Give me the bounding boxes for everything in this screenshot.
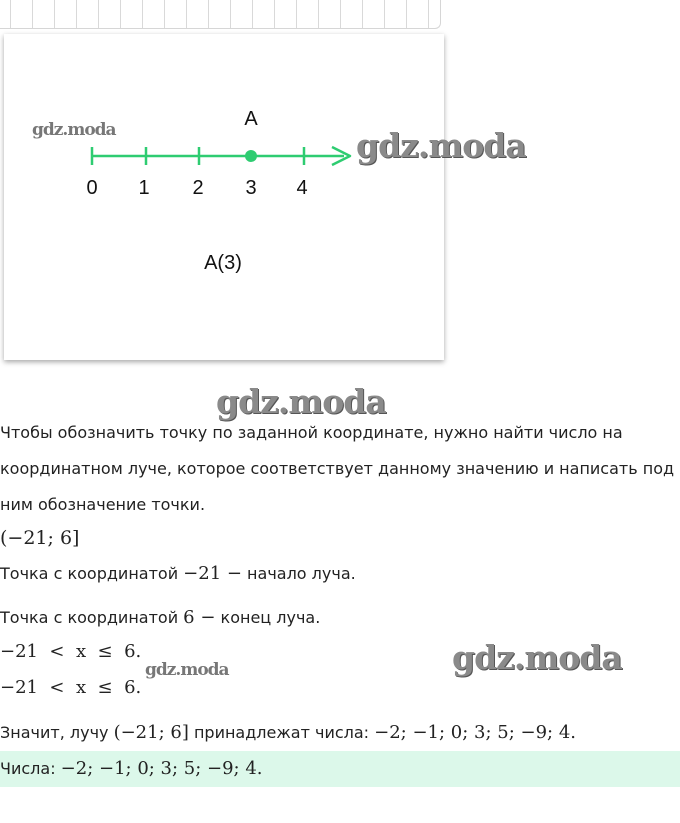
inequality-2: −21 < x ≤ 6. — [0, 677, 142, 698]
answer-line — [0, 759, 263, 779]
end-sentence — [0, 608, 320, 628]
conclusion-interval: (−21; 6] — [113, 722, 189, 743]
conclusion-middle: принадлежат числа: — [188, 723, 375, 742]
tick-label-0: 0 — [86, 177, 98, 199]
number-line-svg — [4, 34, 444, 360]
start-sentence — [0, 564, 356, 584]
answer-numbers: −2; −1; 0; 3; 5; −9; 4. — [60, 758, 263, 779]
grid-paper-strip — [0, 0, 441, 29]
conclusion-numbers: −2; −1; 0; 3; 5; −9; 4. — [374, 722, 576, 743]
tick-label-3: 3 — [245, 177, 257, 199]
point-a-dot — [245, 150, 257, 162]
explanation-line-3: ним обозначение точки. — [0, 495, 206, 514]
inequality-1: −21 < x ≤ 6. — [0, 641, 142, 662]
answer-prefix: Числа: — [0, 759, 61, 778]
number-line-figure — [4, 34, 444, 360]
answer-block — [0, 751, 680, 787]
watermark-small-2: gdz.moda — [145, 660, 229, 680]
watermark-big-2: gdz.moda — [216, 382, 386, 421]
start-suffix: начало луча. — [241, 564, 356, 583]
end-value: 6 − — [183, 607, 216, 628]
tick-label-2: 2 — [192, 177, 204, 199]
watermark-big-1: gdz.moda — [356, 126, 526, 165]
tick-label-1: 1 — [138, 177, 150, 199]
start-prefix: Точка с координатой — [0, 564, 184, 583]
tick-label-4: 4 — [296, 177, 308, 199]
coordinate-caption: A(3) — [204, 252, 242, 274]
start-value: −21 − — [183, 563, 242, 584]
explanation-line-2: координатном луче, которое соответствует данному значению и написать под — [0, 459, 675, 478]
point-a-label: A — [244, 108, 258, 130]
watermark-small-1: gdz.moda — [32, 120, 116, 140]
conclusion-prefix: Значит, лучу — [0, 723, 114, 742]
end-suffix: конец луча. — [215, 608, 321, 627]
end-prefix: Точка с координатой — [0, 608, 184, 627]
conclusion-sentence — [0, 723, 576, 743]
interval-formula: (−21; 6] — [0, 527, 80, 549]
watermark-big-3: gdz.moda — [452, 638, 622, 677]
explanation-line-1: Чтобы обозначить точку по заданной координате, нужно найти число на — [0, 423, 623, 442]
